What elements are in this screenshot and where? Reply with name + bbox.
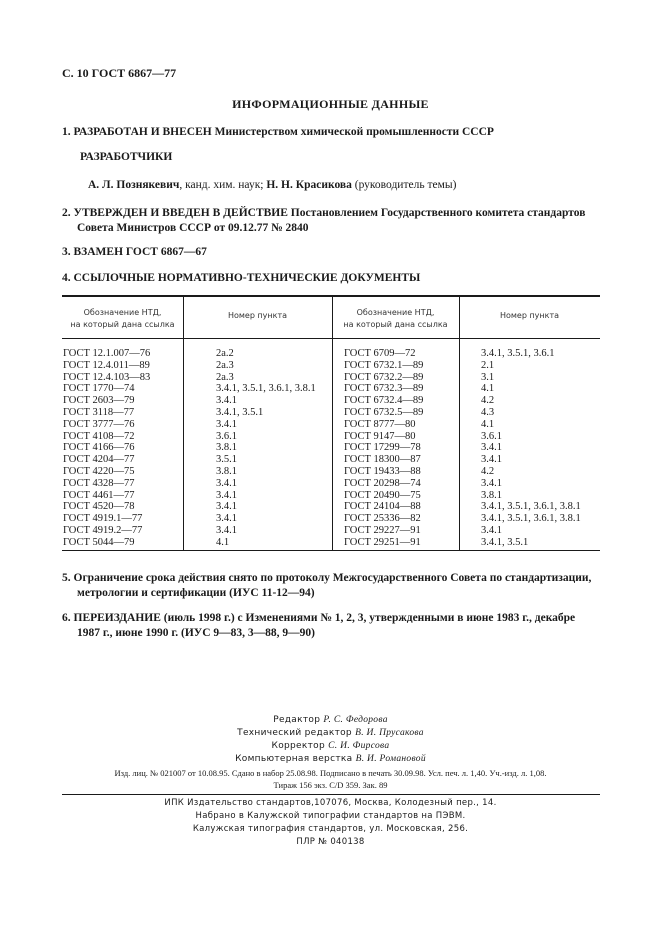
table-cell-document: ГОСТ 9147—80 [344, 430, 416, 442]
table-cell-clause: 4.2 [481, 395, 495, 407]
developer-2-name: Н. Н. Красикова [266, 179, 352, 191]
credit-label: Технический редактор [237, 728, 352, 738]
table-cell-document: ГОСТ 4919.1—77 [63, 513, 143, 525]
column-header-doc-line-2: на который дана ссылка [70, 320, 175, 329]
printer-line-4: ПЛР № 040138 [296, 837, 365, 847]
table-cell-document: ГОСТ 2603—79 [63, 395, 135, 407]
column-header-doc-line-1: Обозначение НТД, [356, 308, 435, 317]
table-cell-document: ГОСТ 29251—91 [344, 536, 421, 548]
section-1 [62, 125, 494, 140]
table-cell-document: ГОСТ 4328—77 [63, 477, 135, 489]
section-5-line-2: метрологии и сертификации (ИУС 11-12—94) [77, 587, 315, 599]
credit-label: Компьютерная верстка [235, 754, 353, 764]
table-divider [459, 297, 460, 551]
column-header-item: Номер пункта [227, 311, 288, 320]
table-cell-clause: 3.4.1 [481, 442, 502, 454]
table-cell-clause: 4.1 [481, 383, 495, 395]
table-cell-clause: 3.4.1 [216, 477, 237, 489]
table-cell-clause: 3.4.1, 3.5.1, 3.6.1, 3.8.1 [481, 501, 581, 513]
table-cell-document: ГОСТ 6732.1—89 [344, 359, 424, 371]
table-cell-document: ГОСТ 8777—80 [344, 418, 416, 430]
table-cell-document: ГОСТ 12.4.011—89 [63, 359, 150, 371]
section-1-lead: РАЗРАБОТАН И ВНЕСЕН [73, 126, 212, 138]
imprint-block [0, 767, 661, 791]
table-cell-document: ГОСТ 6709—72 [344, 348, 416, 359]
table-divider [332, 297, 333, 551]
credit-layout [0, 753, 661, 766]
table-cell-clause: 4.1 [216, 536, 230, 548]
table-divider [183, 297, 184, 551]
section-6-line-1: 6. ПЕРЕИЗДАНИЕ (июль 1998 г.) с Изменениями № 1, 2, 3, утвержденными в июне 1983 г., декабре [62, 612, 576, 624]
table-cell-document: ГОСТ 19433—88 [344, 465, 421, 477]
table-cell-document: ГОСТ 29227—91 [344, 524, 421, 536]
developers-label: РАЗРАБОТЧИКИ [80, 151, 173, 163]
table-cell-clause: 3.4.1 [216, 524, 237, 536]
table-cell-clause: 3.4.1 [481, 454, 502, 466]
table-cell-document: ГОСТ 20490—75 [344, 489, 421, 501]
table-cell-document: ГОСТ 3118—77 [63, 406, 135, 418]
credit-name: В. И. Прусакова [355, 728, 424, 738]
table-cell-document: ГОСТ 12.1.007—76 [63, 348, 151, 359]
table-bottom-rule [62, 550, 600, 551]
table-cell-clause: 3.5.1 [216, 454, 237, 466]
table-cell-document: ГОСТ 4520—78 [63, 501, 135, 513]
section-1-number: 1. [62, 126, 71, 138]
table-cell-document: ГОСТ 25336—82 [344, 513, 421, 525]
table-cell-document: ГОСТ 4108—72 [63, 430, 135, 442]
credit-name: С. И. Фирсова [328, 741, 390, 751]
table-cell-document: ГОСТ 4220—75 [63, 465, 135, 477]
table-cell-clause: 2а.2 [216, 348, 234, 359]
table-cell-clause: 3.4.1, 3.5.1, 3.6.1, 3.8.1 [481, 513, 581, 525]
table-cell-document: ГОСТ 6732.2—89 [344, 371, 424, 383]
table-cell-clause: 3.4.1 [216, 501, 237, 513]
table-cell-document: ГОСТ 5044—79 [63, 536, 135, 548]
table-header-rule [62, 338, 600, 339]
table-cell-clause: 4.1 [481, 418, 495, 430]
table-cell-document: ГОСТ 12.4.103—83 [63, 371, 151, 383]
table-column-left-item [216, 348, 316, 549]
developer-1-name: А. Л. Познякевич [88, 179, 180, 191]
table-cell-clause: 3.4.1, 3.5.1, 3.6.1 [481, 348, 555, 359]
section-1-text: Министерством химической промышленности СССР [214, 126, 494, 138]
table-cell-clause: 4.2 [481, 465, 495, 477]
table-cell-document: ГОСТ 4166—76 [63, 442, 135, 454]
table-cell-clause: 3.8.1 [216, 465, 237, 477]
table-cell-document: ГОСТ 20298—74 [344, 477, 421, 489]
column-header-doc-line-1: Обозначение НТД, [83, 308, 162, 317]
printer-line-2: Набрано в Калужской типографии стандартов на ПЭВМ. [195, 811, 466, 821]
table-cell-document: ГОСТ 24104—88 [344, 501, 421, 513]
printer-line-1: ИПК Издательство стандартов,107076, Москва, Колодезный пер., 14. [164, 798, 497, 808]
column-header-doc [62, 307, 183, 331]
table-cell-clause: 3.6.1 [481, 430, 502, 442]
credit-name: Р. С. Федорова [323, 715, 388, 725]
table-cell-document: ГОСТ 6732.3—89 [344, 383, 424, 395]
section-3: 3. ВЗАМЕН ГОСТ 6867—67 [62, 246, 207, 258]
section-5-line-1: 5. Ограничение срока действия снято по протоколу Межгосударственного Совета по стандартизации, [62, 572, 592, 584]
section-5 [62, 571, 607, 601]
table-cell-clause: 3.1 [481, 371, 495, 383]
credit-name: В. И. Романовой [355, 754, 426, 764]
table-top-rule [62, 295, 600, 297]
table-cell-clause: 3.8.1 [216, 442, 237, 454]
printer-line-3: Калужская типография стандартов, ул. Московская, 256. [192, 824, 469, 834]
table-cell-clause: 2а.3 [216, 371, 234, 383]
table-cell-document: ГОСТ 6732.5—89 [344, 406, 424, 418]
table-cell-document: ГОСТ 4461—77 [63, 489, 135, 501]
credit-tech-editor [0, 727, 661, 740]
credit-corrector [0, 740, 661, 753]
table-cell-document: ГОСТ 18300—87 [344, 454, 421, 466]
table-cell-clause: 4.3 [481, 406, 495, 418]
credit-label: Корректор [271, 741, 325, 751]
table-cell-clause: 3.8.1 [481, 489, 502, 501]
table-column-left-doc [63, 348, 150, 549]
section-4: 4. ССЫЛОЧНЫЕ НОРМАТИВНО-ТЕХНИЧЕСКИЕ ДОКУМЕНТЫ [62, 272, 421, 284]
table-cell-clause: 3.4.1 [216, 489, 237, 501]
table-cell-clause: 2а.3 [216, 359, 234, 371]
table-cell-clause: 3.4.1, 3.5.1 [481, 536, 529, 548]
table-cell-clause: 3.4.1 [216, 418, 237, 430]
developer-1-details: , канд. хим. наук; [179, 179, 267, 191]
developers-list [88, 179, 456, 191]
section-6 [62, 611, 607, 641]
table-cell-clause: 3.4.1 [216, 395, 237, 407]
imprint-rule [62, 794, 600, 795]
table-cell-document: ГОСТ 4919.2—77 [63, 524, 143, 536]
section-2 [62, 206, 607, 236]
developer-2-details: (руководитель темы) [351, 179, 457, 191]
table-cell-clause: 3.6.1 [216, 430, 237, 442]
table-cell-document: ГОСТ 6732.4—89 [344, 395, 424, 407]
table-column-right-doc [344, 348, 423, 549]
credit-editor [0, 714, 661, 727]
section-6-line-2: 1987 г., июне 1990 г. (ИУС 9—83, 3—88, 9—90) [77, 627, 315, 639]
credit-label: Редактор [273, 715, 321, 725]
column-header-doc-line-2: на который дана ссылка [343, 320, 448, 329]
page-header: С. 10 ГОСТ 6867—77 [62, 66, 177, 80]
credits-block [0, 714, 661, 766]
table-cell-document: ГОСТ 4204—77 [63, 454, 135, 466]
table-column-right-item [481, 348, 581, 549]
section-2-line-1: 2. УТВЕРЖДЕН И ВВЕДЕН В ДЕЙСТВИЕ Постановлением Государственного комитета стандартов [62, 207, 586, 219]
table-cell-clause: 3.4.1 [481, 477, 502, 489]
imprint-line-1: Изд. лиц. № 021007 от 10.08.95. Сдано в набор 25.08.98. Подписано в печать 30.09.98. Усл. печ. л. 1,40. Уч.-изд. л. 1,08. [114, 768, 547, 778]
column-header-item: Номер пункта [499, 311, 560, 320]
page-title: ИНФОРМАЦИОННЫЕ ДАННЫЕ [232, 97, 429, 111]
printer-block [0, 797, 661, 849]
table-cell-document: ГОСТ 17299—78 [344, 442, 421, 454]
table-cell-document: ГОСТ 1770—74 [63, 383, 135, 395]
column-header-doc [332, 307, 459, 331]
table-cell-clause: 3.4.1 [216, 513, 237, 525]
table-cell-clause: 3.4.1, 3.5.1 [216, 406, 264, 418]
table-cell-document: ГОСТ 3777—76 [63, 418, 135, 430]
table-cell-clause: 3.4.1 [481, 524, 502, 536]
section-2-line-2: Совета Министров СССР от 09.12.77 № 2840 [77, 222, 309, 234]
imprint-line-2: Тираж 156 экз. С/D 359. Зак. 89 [273, 780, 388, 790]
table-cell-clause: 3.4.1, 3.5.1, 3.6.1, 3.8.1 [216, 383, 316, 395]
table-cell-clause: 2.1 [481, 359, 495, 371]
